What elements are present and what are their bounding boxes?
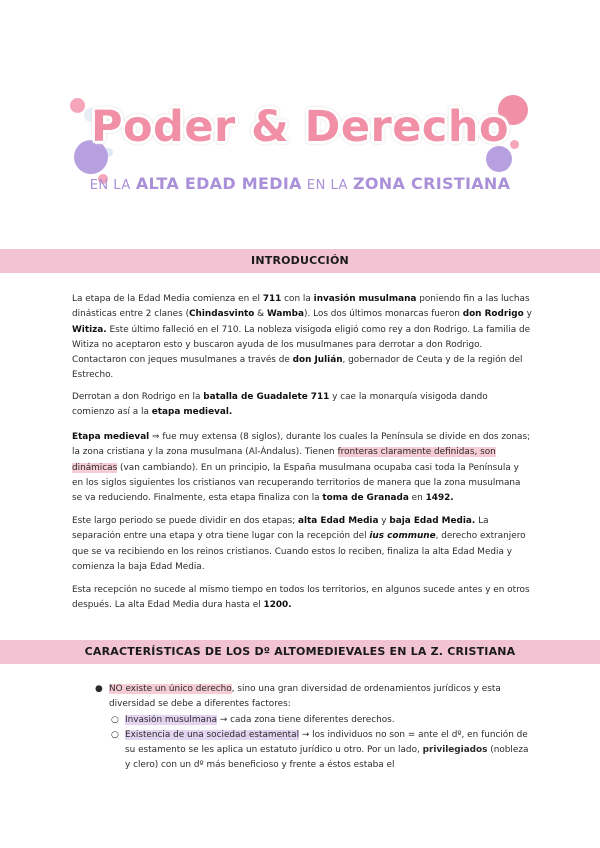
text-run: → cada zona tiene diferentes derechos. xyxy=(217,714,395,725)
bold-run: baja Edad Media. xyxy=(389,516,476,526)
text-run: Este largo periodo se puede dividir en dos etapas; xyxy=(72,516,299,526)
text-run: Este último falleció en el 710. La nobleza visigoda eligió como rey a don Rodrigo. La familia de Witiza no aceptaron esto y buscaron ayuda de los musulmanes para derrotar a don Rodrigo. Contactaron con jeques musulmanes a través de xyxy=(72,324,531,366)
section-heading-introduccion: INTRODUCCIÓN xyxy=(0,249,600,273)
page-title: Poder & Derecho xyxy=(90,102,509,152)
text-run: La separación entre una etapa y otra tiene lugar con la recepción del xyxy=(72,516,489,542)
text-run: (van cambiando). En un principio, la España musulmana ocupaba casi toda la Península y en los siglos siguientes los cristianos van recuperando territorios de manera que la zona musulmana se va reduciendo. Finalmente, esta etapa finaliza con la xyxy=(72,462,521,504)
bold-run: alta Edad Media xyxy=(298,516,379,526)
subtitle-connector: EN LA xyxy=(306,178,348,193)
text-run: , sino una gran diversidad de ordenamientos jurídicos y esta diversidad se debe a diferentes factores: xyxy=(109,684,501,710)
bold-run: privilegiados xyxy=(422,745,488,756)
bold-run: etapa medieval. xyxy=(151,407,233,418)
bold-run: don Julián xyxy=(292,355,343,366)
text-run: y xyxy=(378,516,390,526)
text-run: con la xyxy=(281,294,314,304)
highlight: Existencia de una sociedad estamental xyxy=(125,729,300,740)
paragraph xyxy=(72,514,532,575)
text-run: & xyxy=(254,309,267,320)
bold-run: invasión musulmana xyxy=(313,294,417,304)
bold-run: Chindasvinto xyxy=(189,309,255,320)
text-run: → los individuos no son = ante el dº, en función de su estamento se les aplica un estatuto jurídico u otro. Por un lado, xyxy=(125,729,528,756)
hollow-bullet-icon: ○ xyxy=(111,714,119,725)
bullet-icon: ● xyxy=(95,684,103,694)
arrow-symbol: ⇒ xyxy=(149,432,163,442)
bold-run: Etapa medieval xyxy=(72,432,150,442)
bullet-list xyxy=(95,682,535,774)
bold-run: toma de Granada xyxy=(322,493,409,504)
bold-run: ius commune xyxy=(369,531,436,542)
text-run: en xyxy=(408,493,426,504)
bold-run: 1492. xyxy=(425,493,454,504)
list-item xyxy=(95,682,535,713)
subtitle-part: ZONA CRISTIANA xyxy=(352,174,511,193)
text-run: , derecho extranjero que se va recibiendo en los reinos cristianos. Cuando estos lo reciben, finaliza la alta Edad Media y comienza la baja Edad Media. xyxy=(72,531,526,572)
text-run: ). Los dos últimos monarcas fueron xyxy=(304,309,463,320)
paragraph xyxy=(72,292,532,384)
text-run: fue muy extensa (8 siglos), durante los cuales la Península se divide en dos zonas; la zona cristiana y la zona musulmana (Al-Ándalus). Tienen xyxy=(72,432,531,458)
subtitle-part: ALTA EDAD MEDIA xyxy=(135,174,302,193)
subtitle-connector: EN LA xyxy=(89,178,131,193)
bold-run: 1200. xyxy=(263,600,292,611)
bold-run: Witiza. xyxy=(72,324,107,335)
paragraph xyxy=(72,390,532,421)
text-run: Esta recepción no sucede al mismo tiempo en todos los territorios, en algunos sucede antes y en otros después. La alta Edad Media dura hasta el xyxy=(72,585,530,611)
paragraph xyxy=(72,583,532,614)
hollow-bullet-icon: ○ xyxy=(111,729,119,740)
text-run: poniendo fin a las luchas dinásticas entre 2 clanes ( xyxy=(72,294,530,320)
bold-run: don Rodrigo xyxy=(462,309,524,320)
bold-run: Wamba xyxy=(266,309,304,320)
text-run: y cae la monarquía visigoda dando comienzo así a la xyxy=(72,392,488,418)
highlight: fronteras claramente definidas, son dinámicas xyxy=(72,447,496,473)
bold-run: batalla de Guadalete 711 xyxy=(203,392,330,402)
text-run: y xyxy=(523,309,532,320)
text-run: , gobernador de Ceuta y de la región del Estrecho. xyxy=(72,355,523,381)
highlight: Invasión musulmana xyxy=(125,714,218,725)
highlight: NO existe un único derecho xyxy=(109,684,232,694)
sub-list-item xyxy=(95,728,535,774)
text-run: La etapa de la Edad Media comienza en el xyxy=(72,294,263,304)
sub-list-item xyxy=(95,713,535,728)
section-heading-caracteristicas: CARACTERÍSTICAS DE LOS Dº ALTOMEDIEVALES EN LA Z. CRISTIANA xyxy=(0,640,600,664)
text-run: (nobleza y clero) con un dº más beneficioso y frente a éstos estaba el xyxy=(125,745,529,771)
bold-run: 711 xyxy=(262,294,282,304)
text-run: Derrotan a don Rodrigo en la xyxy=(72,392,204,402)
paragraph xyxy=(72,430,532,506)
page-subtitle xyxy=(0,174,600,193)
